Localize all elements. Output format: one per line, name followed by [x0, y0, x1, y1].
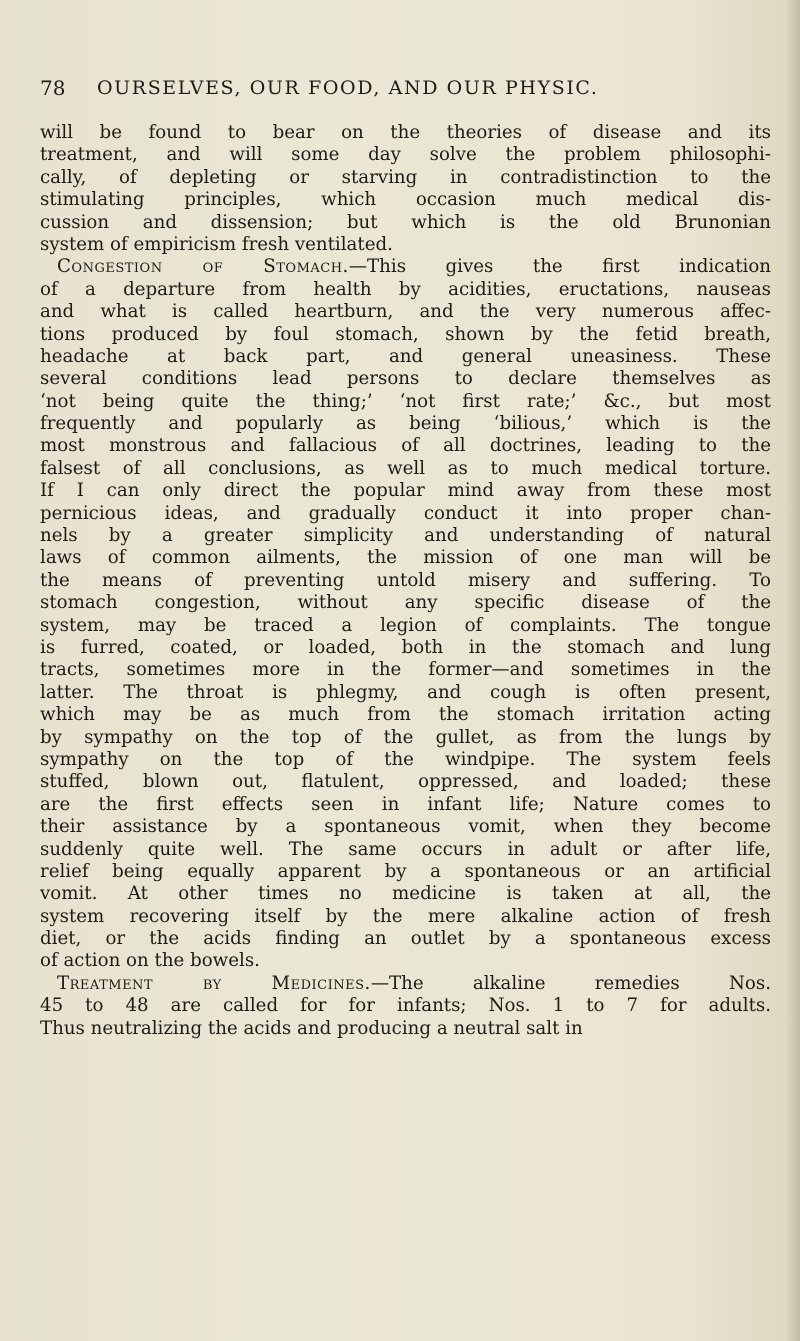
text-line: tions produced by foul stomach, shown by the fetid breath,: [40, 323, 771, 345]
text-line: Treatment by Medicines.—The alkaline remedies Nos.: [57, 972, 771, 994]
text-line: latter. The throat is phlegmy, and cough is often present,: [40, 681, 771, 703]
text-line: Thus neutralizing the acids and producing a neutral salt in: [40, 1017, 583, 1039]
text-line: stomach congestion, without any specific disease of the: [40, 592, 771, 614]
text-line: their assistance by a spontaneous vomit, when they become: [40, 816, 771, 838]
text-line: sympathy on the top of the windpipe. The system feels: [40, 748, 771, 770]
text-line: 45 to 48 are called for for infants; Nos. 1 to 7 for adults.: [40, 995, 771, 1017]
text-line: and what is called heartburn, and the very numerous affec-: [40, 301, 771, 323]
page-number: 78: [40, 76, 66, 100]
text-line: of action on the bowels.: [40, 950, 260, 972]
page-header: [40, 76, 740, 106]
text-line: is furred, coated, or loaded, both in the stomach and lung: [40, 636, 771, 658]
text-line: frequently and popularly as being ‘bilious,’ which is the: [40, 413, 771, 435]
text-line: If I can only direct the popular mind away from these most: [40, 480, 771, 502]
section-heading: Treatment by Medicines.: [57, 972, 371, 994]
text-line: vomit. At other times no medicine is taken at all, the: [40, 883, 771, 905]
text-line: will be found to bear on the theories of disease and its: [40, 122, 771, 143]
text-line: cussion and dissension; but which is the old Brunonian: [40, 211, 771, 233]
text-line: of a departure from health by acidities, eructations, nauseas: [40, 278, 771, 300]
running-head: OURSELVES, OUR FOOD, AND OUR PHYSIC.: [97, 77, 599, 99]
text-line: treatment, and will some day solve the problem philosophi-: [40, 144, 771, 166]
text-line: diet, or the acids finding an outlet by a spontaneous excess: [40, 928, 771, 950]
text-line: ‘not being quite the thing;’ ‘not first rate;’ &c., but most: [40, 390, 771, 412]
text-line: falsest of all conclusions, as well as to much medical torture.: [40, 457, 771, 479]
section-heading: Congestion of Stomach.: [57, 256, 349, 278]
text-line: laws of common ailments, the mission of one man will be: [40, 547, 771, 569]
text-line: system, may be traced a legion of complaints. The tongue: [40, 614, 771, 636]
text-line: cally, of depleting or starving in contradistinction to the: [40, 166, 771, 188]
text-line: suddenly quite well. The same occurs in adult or after life,: [40, 838, 771, 860]
text-line: headache at back part, and general uneasiness. These: [40, 345, 771, 367]
text-line: several conditions lead persons to declare themselves as: [40, 368, 771, 390]
text-line: pernicious ideas, and gradually conduct it into proper chan-: [40, 502, 771, 524]
text-line: Congestion of Stomach.—This gives the first indication: [57, 256, 771, 278]
text-line: the means of preventing untold misery and suffering. To: [40, 569, 771, 591]
text-line: nels by a greater simplicity and understanding of natural: [40, 525, 771, 547]
body-text: [40, 122, 771, 1040]
text-line: system recovering itself by the mere alkaline action of fresh: [40, 905, 771, 927]
text-line: relief being equally apparent by a spontaneous or an artificial: [40, 860, 771, 882]
text-line: by sympathy on the top of the gullet, as from the lungs by: [40, 726, 771, 748]
text-line: stuffed, blown out, flatulent, oppressed, and loaded; these: [40, 771, 771, 793]
text-line: tracts, sometimes more in the former—and sometimes in the: [40, 659, 771, 681]
text-line: system of empiricism fresh ventilated.: [40, 233, 393, 255]
text-line: most monstrous and fallacious of all doctrines, leading to the: [40, 435, 771, 457]
text-line: which may be as much from the stomach irritation acting: [40, 704, 771, 726]
text-line: are the first effects seen in infant life; Nature comes to: [40, 793, 771, 815]
page-edge-shadow: [786, 0, 800, 1341]
text-line: stimulating principles, which occasion much medical dis-: [40, 189, 771, 211]
